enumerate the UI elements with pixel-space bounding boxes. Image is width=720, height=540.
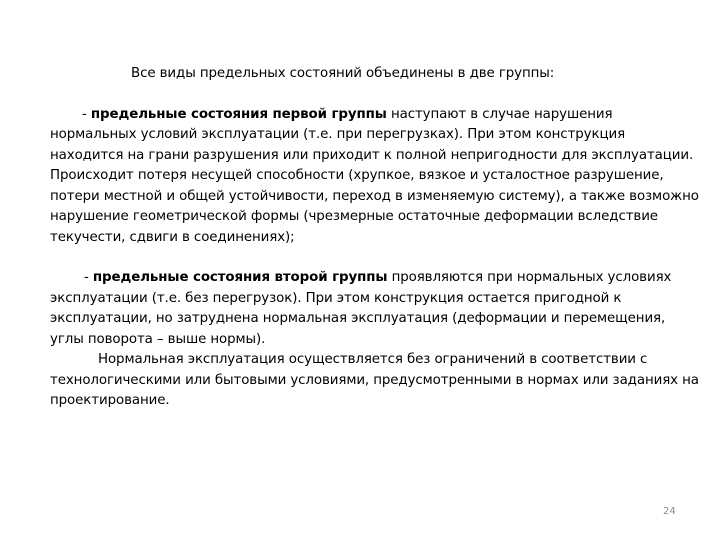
first-group-dash: - xyxy=(82,106,91,122)
second-group-text: проявляются при нормальных условиях эксплуатации (т.е. без перегрузок). При этом конструкция остается пригодной к эксплуатации, но затруднена нормальная эксплуатация (деформации и перемещения, углы поворота – выше нормы). xyxy=(50,270,672,347)
second-group-dash: - xyxy=(84,270,93,285)
first-group-text: наступают в случае нарушения нормальных условий эксплуатации (т.е. при перегрузках). При этом конструкция находится на грани разрушения или приходит к полной непригодности для эксплуатации. Происходит потеря несущей способности (хрупкое, вязкое и усталостное разрушение, потери местной и общей устойчивости, переход в изменяемую систему), а также возможно нарушение геометрической формы (чрезмерные остаточные деформации вследствие текучести, сдвиги в соединениях); xyxy=(50,106,699,245)
spacer xyxy=(50,248,700,268)
first-group-paragraph xyxy=(50,105,700,249)
second-group-paragraph xyxy=(50,268,700,350)
slide-body xyxy=(50,64,700,412)
spacer xyxy=(50,85,700,105)
intro-text: Все виды предельных состояний объединены в две группы: xyxy=(131,66,555,81)
first-group-term: предельные состояния первой группы xyxy=(90,106,387,122)
second-group-term: предельные состояния второй группы xyxy=(92,270,388,285)
page-number: 24 xyxy=(663,506,676,517)
normal-operation-paragraph: Нормальная эксплуатация осуществляется без ограничений в соответствии с технологическими или бытовыми условиями, предусмотренными в нормах или заданиях на проектирование. xyxy=(50,352,699,408)
